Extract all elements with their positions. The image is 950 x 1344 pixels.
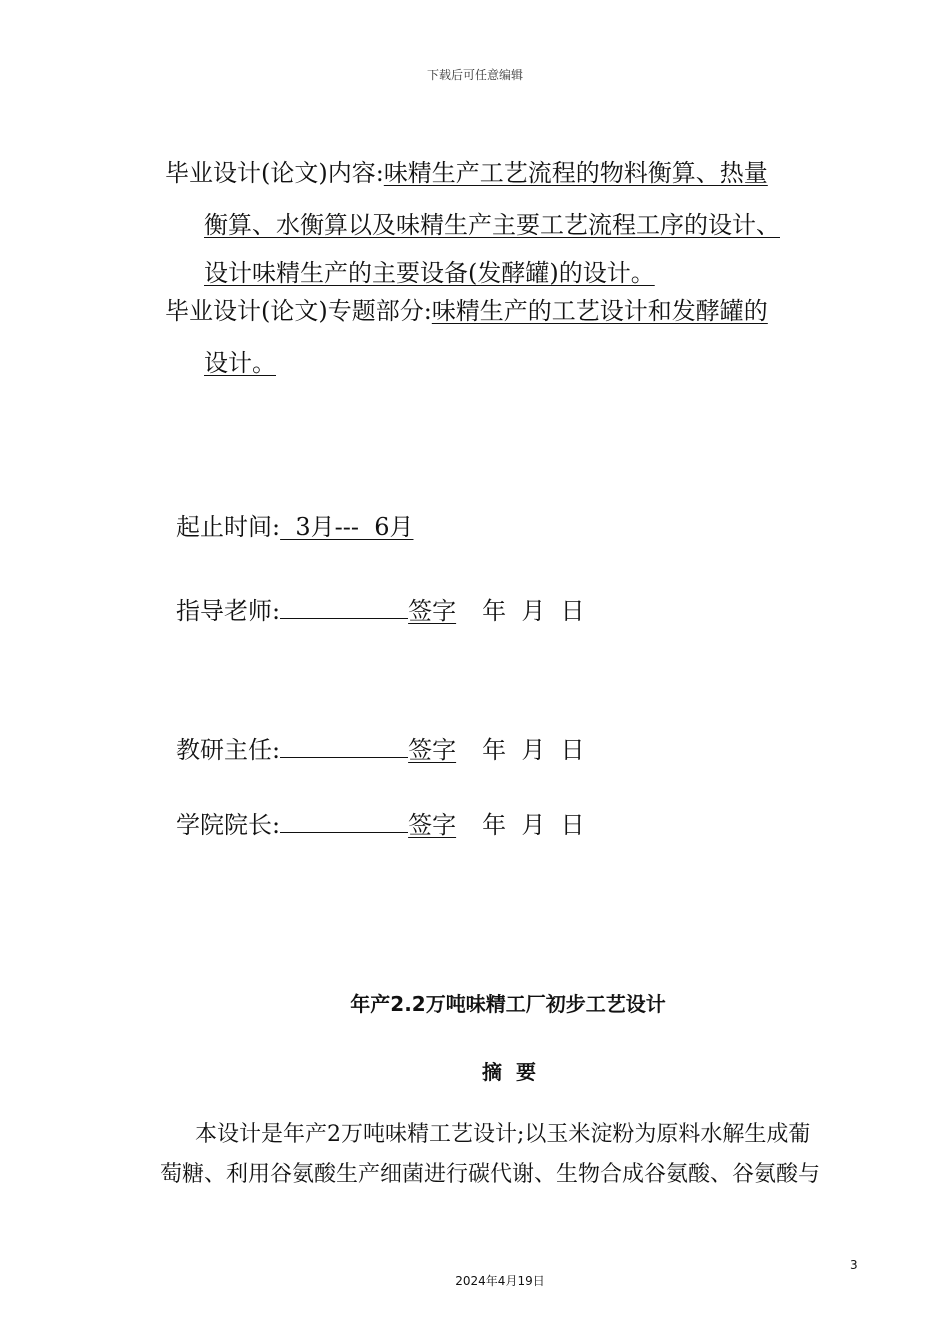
topic-line-2 bbox=[204, 348, 276, 378]
timeframe-label: 起止时间: bbox=[176, 513, 281, 541]
signature-blank bbox=[280, 812, 408, 833]
signature-sign: 签字 bbox=[408, 736, 457, 764]
topic-label: 毕业设计(论文)专题部分: bbox=[165, 297, 432, 325]
footer-date: 2024年4月19日 bbox=[455, 1274, 545, 1288]
abstract-heading: 摘 要 bbox=[482, 1060, 536, 1084]
signature-blank bbox=[280, 737, 408, 758]
signature-sign: 签字 bbox=[408, 597, 457, 625]
topic-text-1: 味精生产的工艺设计和发酵罐的 bbox=[431, 297, 768, 325]
content-text-2: 衡算、水衡算以及味精生产主要工艺流程工序的设计、 bbox=[204, 211, 780, 239]
signature-label: 指导老师: bbox=[176, 597, 281, 625]
content-label: 毕业设计(论文)内容: bbox=[165, 159, 384, 187]
topic-line-1 bbox=[165, 296, 768, 326]
page-number: 3 bbox=[850, 1258, 858, 1272]
signature-date: 年 月 日 bbox=[482, 811, 585, 839]
abstract-line-1: 本设计是年产2万吨味精工艺设计;以玉米淀粉为原料水解生成葡 bbox=[195, 1122, 811, 1147]
signature-date: 年 月 日 bbox=[482, 736, 585, 764]
document-title: 年产2.2万吨味精工厂初步工艺设计 bbox=[350, 992, 666, 1016]
topic-text-2: 设计。 bbox=[204, 349, 276, 377]
signature-date: 年 月 日 bbox=[482, 597, 585, 625]
signature-label: 学院院长: bbox=[176, 811, 281, 839]
signature-row-advisor bbox=[176, 596, 585, 626]
abstract-line-2: 萄糖、利用谷氨酸生产细菌进行碳代谢、生物合成谷氨酸、谷氨酸与 bbox=[160, 1162, 821, 1187]
content-line-3 bbox=[204, 258, 655, 288]
page-header: 下载后可任意编辑 bbox=[426, 68, 523, 82]
content-text-1: 味精生产工艺流程的物料衡算、热量 bbox=[383, 159, 768, 187]
content-line-2 bbox=[204, 210, 780, 240]
signature-row-director bbox=[176, 735, 585, 765]
content-text-3: 设计味精生产的主要设备(发酵罐)的设计。 bbox=[204, 259, 655, 287]
signature-row-dean bbox=[176, 810, 585, 840]
signature-label: 教研主任: bbox=[176, 736, 281, 764]
timeframe-value: 3月--- 6月 bbox=[280, 513, 414, 541]
content-line-1 bbox=[165, 158, 768, 188]
signature-sign: 签字 bbox=[408, 811, 457, 839]
signature-blank bbox=[280, 598, 408, 619]
timeframe-row bbox=[176, 512, 413, 542]
